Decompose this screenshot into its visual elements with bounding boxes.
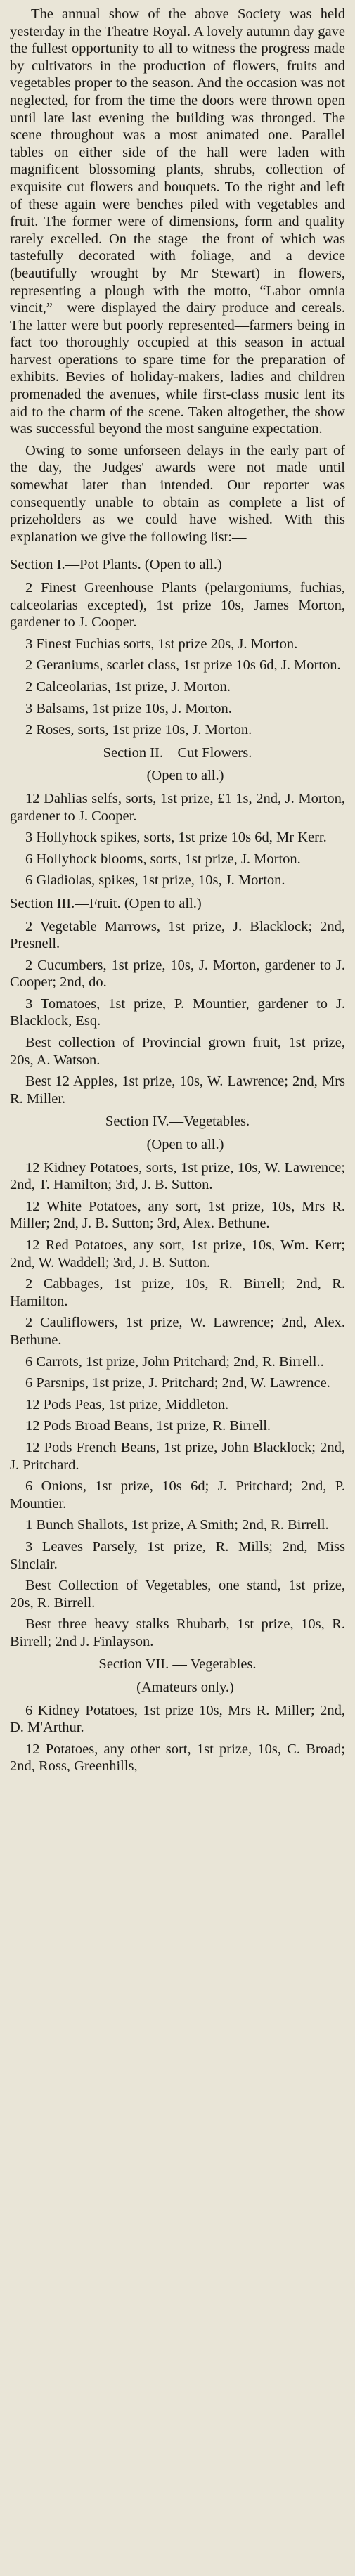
- section-heading: Section I.—Pot Plants. (Open to all.): [10, 557, 222, 573]
- prize-entry: 3 Finest Fuchias sorts, 1st prize 20s, J. Morton.: [25, 636, 298, 652]
- section-note: (Open to all.): [146, 768, 224, 784]
- intro-paragraph: Owing to some unforseen delays in the early part of the day, the Judges' awards were not made until somewhat later than intended. Our reporter was consequently unable to obtain as complete a list of prizeholders as we could have wished. With this explanation we give the following list:—: [10, 442, 345, 545]
- section-note: (Amateurs only.): [136, 1680, 234, 1696]
- section-note: (Open to all.): [146, 1137, 224, 1153]
- prize-entry: 2 Calceolarias, 1st prize, J. Morton.: [25, 678, 231, 695]
- prize-entry: Best Collection of Vegetables, one stand, 1st prize, 20s, R. Birrell.: [10, 1578, 345, 1611]
- intro-paragraph: The annual show of the above Society was held yesterday in the Theatre Royal. A lovely autumn day gave the fullest opportunity to all to witness the progress made by cultivators in the production of flowers, fruits and vegetables proper to the season. And the occasion was not neglected, for from the time the doors were thrown open until late last evening the building was thronged. The scene throughout was a most animated one. Parallel tables on either side of the hall were laden with magnificent blossoming plants, shrubs, collection of exquisite cut flowers and bouquets. To the right and left of these again were benches piled with vegetables and fruit. The former were of dimensions, form and quality rarely excelled. On the stage—the front of which was tastefully decorated with foliage, and a device (beautifully wrought by Mr Stewart) in flowers, representing a plough with the motto, “Labor omnia vincit,”—were displayed the dairy produce and cereals. The latter were but poorly represented—farmers being in fact too thoroughly occupied at this season in actual harvest operations to spare time for the preparation of exhibits. Bevies of holiday-makers, ladies and children promenaded the avenues, while first-class music lent its aid to the charm of the scene. Taken altogether, the show was successful beyond the most sanguine expectation.: [10, 6, 345, 437]
- prize-entry: 2 Finest Greenhouse Plants (pelargoniums, fuchias, calceolarias excepted), 1st prize 10s, James Morton, gardener to J. Cooper.: [10, 580, 345, 631]
- prize-entry: 6 Kidney Potatoes, 1st prize 10s, Mrs R. Miller; 2nd, D. M'Arthur.: [10, 1702, 345, 1736]
- prize-entry: 2 Cucumbers, 1st prize, 10s, J. Morton, gardener to J. Cooper; 2nd, do.: [10, 957, 345, 991]
- prize-entry: 12 White Potatoes, any sort, 1st prize, 10s, Mrs R. Miller; 2nd, J. B. Sutton; 3rd, Alex. Bethune.: [10, 1198, 345, 1232]
- section-heading: Section III.—Fruit. (Open to all.): [10, 895, 202, 911]
- prize-entry: 3 Leaves Parsely, 1st prize, R. Mills; 2nd, Miss Sinclair.: [10, 1538, 345, 1572]
- prize-entry: 12 Pods Broad Beans, 1st prize, R. Birrell.: [25, 1418, 271, 1434]
- prize-entry: 1 Bunch Shallots, 1st prize, A Smith; 2nd, R. Birrell.: [25, 1517, 329, 1533]
- prize-entry: 12 Kidney Potatoes, sorts, 1st prize, 10s, W. Lawrence; 2nd, T. Hamilton; 3rd, J. B. Sutton.: [10, 1159, 345, 1193]
- prize-entry: 6 Onions, 1st prize, 10s 6d; J. Pritchard; 2nd, P. Mountier.: [10, 1479, 345, 1512]
- prize-entry: 6 Parsnips, 1st prize, J. Pritchard; 2nd, W. Lawrence.: [25, 1375, 330, 1391]
- prize-entry: 12 Pods Peas, 1st prize, Middleton.: [25, 1396, 229, 1412]
- prize-entry: 2 Geraniums, scarlet class, 1st prize 10s 6d, J. Morton.: [25, 657, 341, 674]
- prize-entry: 2 Roses, sorts, 1st prize 10s, J. Morton.: [25, 722, 252, 738]
- prize-entry: 6 Hollyhock blooms, sorts, 1st prize, J. Morton.: [25, 851, 301, 867]
- prize-entry: 6 Carrots, 1st prize, John Pritchard; 2nd, R. Birrell..: [25, 1353, 324, 1370]
- prize-entry: Best collection of Provincial grown fruit, 1st prize, 20s, A. Watson.: [10, 1035, 345, 1068]
- prize-entry: 3 Hollyhock spikes, sorts, 1st prize 10s 6d, Mr Kerr.: [25, 830, 327, 846]
- prize-entry: Best 12 Apples, 1st prize, 10s, W. Lawrence; 2nd, Mrs R. Miller.: [10, 1074, 345, 1107]
- section-heading: Section VII. — Vegetables.: [98, 1656, 257, 1673]
- prize-entry: 12 Pods French Beans, 1st prize, John Blacklock; 2nd, J. Pritchard.: [10, 1439, 345, 1473]
- prize-entry: 12 Red Potatoes, any sort, 1st prize, 10s, Wm. Kerr; 2nd, W. Waddell; 3rd, J. B. Sutton.: [10, 1237, 345, 1270]
- prize-entry: 12 Potatoes, any other sort, 1st prize, 10s, C. Broad; 2nd, Ross, Greenhills,: [10, 1741, 345, 1775]
- prize-entry: 3 Balsams, 1st prize 10s, J. Morton.: [25, 700, 232, 716]
- prize-entry: 2 Cabbages, 1st prize, 10s, R. Birrell; 2nd, R. Hamilton.: [10, 1276, 345, 1309]
- prize-entry: 3 Tomatoes, 1st prize, P. Mountier, gardener to J. Blacklock, Esq.: [10, 996, 345, 1029]
- section-heading: Section IV.—Vegetables.: [105, 1114, 250, 1130]
- section-heading: Section II.—Cut Flowers.: [103, 745, 252, 761]
- prize-entry: 12 Dahlias selfs, sorts, 1st prize, £1 1s, 2nd, J. Morton, gardener to J. Cooper.: [10, 790, 345, 824]
- prize-entry: 2 Cauliflowers, 1st prize, W. Lawrence; 2nd, Alex. Bethune.: [10, 1315, 345, 1348]
- prize-entry: Best three heavy stalks Rhubarb, 1st prize, 10s, R. Birrell; 2nd J. Finlayson.: [10, 1616, 345, 1649]
- prize-entry: 6 Gladiolas, spikes, 1st prize, 10s, J. Morton.: [25, 872, 285, 889]
- prize-entry: 2 Vegetable Marrows, 1st prize, J. Blacklock; 2nd, Presnell.: [10, 918, 345, 952]
